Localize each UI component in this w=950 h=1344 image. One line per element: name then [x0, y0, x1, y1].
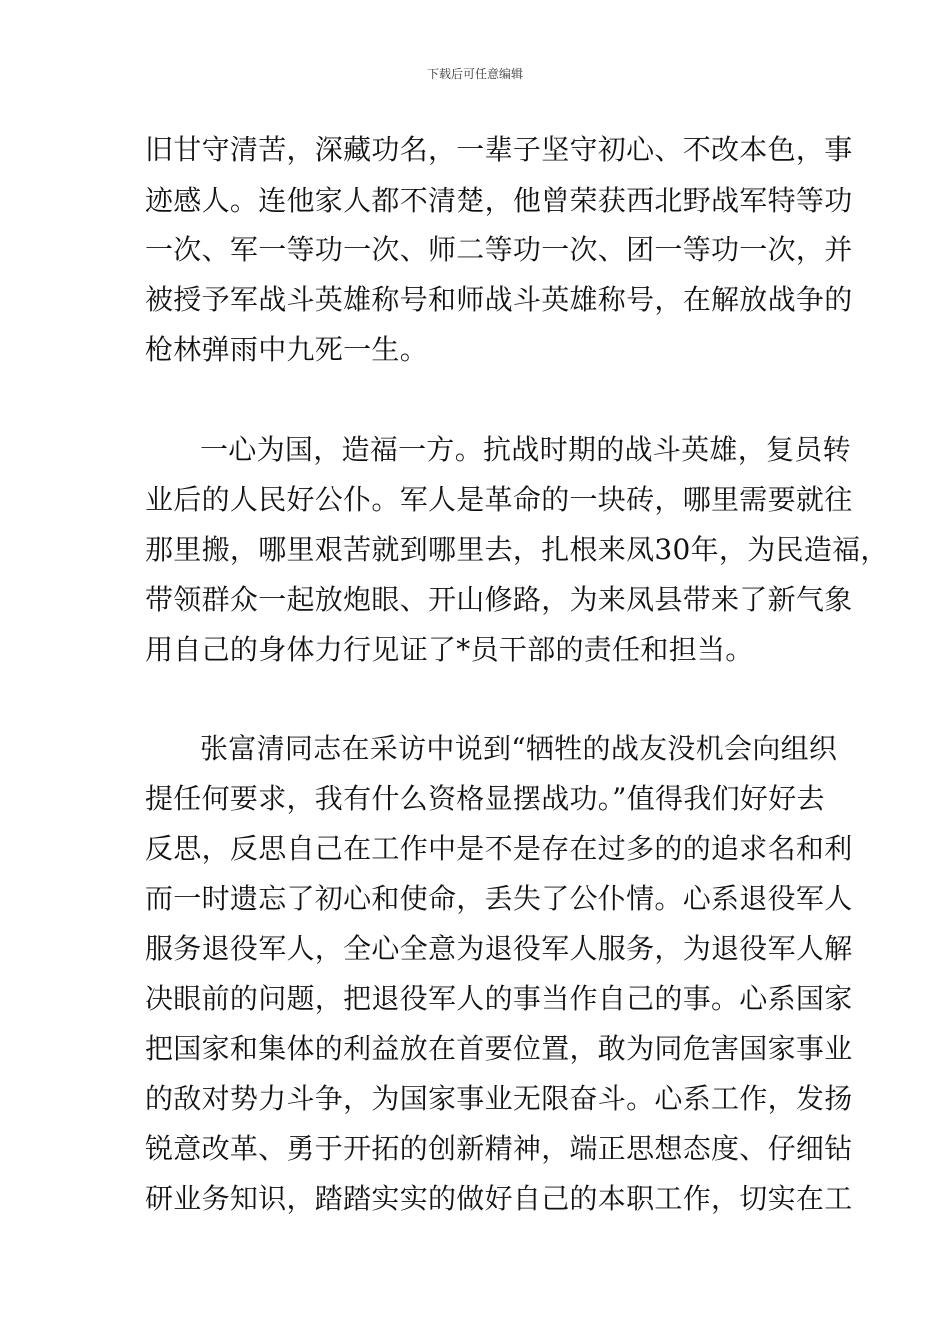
- paragraph-3-line-6: 决眼前的问题，把退役军人的事当作自己的事。心系国家: [145, 982, 853, 1015]
- paragraph-1-line-4: 被授予军战斗英雄称号和师战斗英雄称号，在解放战争的: [145, 283, 853, 316]
- page-header: 下载后可任意编辑: [426, 67, 523, 81]
- paragraph-3-line-5: 服务退役军人，全心全意为退役军人服务，为退役军人解: [145, 932, 853, 965]
- paragraph-3-line-1: 张富清同志在采访中说到“牺牲的战友没机会向组织: [200, 732, 838, 765]
- paragraph-3-line-8: 的敌对势力斗争，为国家事业无限奋斗。心系工作，发扬: [145, 1082, 853, 1115]
- paragraph-1-line-3: 一次、军一等功一次、师二等功一次、团一等功一次，并: [145, 233, 853, 266]
- paragraph-3-line-4: 而一时遗忘了初心和使命，丢失了公仆情。心系退役军人: [145, 882, 853, 915]
- paragraph-2-line-1: 一心为国，造福一方。抗战时期的战斗英雄，复员转: [200, 433, 851, 466]
- paragraph-1-line-1: 旧甘守清苦，深藏功名，一辈子坚守初心、不改本色，事: [145, 133, 853, 166]
- paragraph-1-line-5: 枪林弹雨中九死一生。: [145, 333, 429, 366]
- paragraph-3-line-3: 反思，反思自己在工作中是不是存在过多的的追求名和利: [145, 832, 853, 865]
- paragraph-2-line-5: 用自己的身体力行见证了*员干部的责任和担当。: [145, 633, 754, 666]
- paragraph-1-line-2: 迹感人。连他家人都不清楚，他曾荣获西北野战军特等功: [145, 184, 853, 217]
- paragraph-3-line-10: 研业务知识，踏踏实实的做好自己的本职工作，切实在工: [145, 1182, 853, 1215]
- paragraph-2-line-2: 业后的人民好公仆。军人是革命的一块砖，哪里需要就往: [145, 483, 853, 516]
- paragraph-3-line-7: 把国家和集体的利益放在首要位置，敢为同危害国家事业: [145, 1032, 853, 1065]
- paragraph-2-line-3: 那里搬，哪里艰苦就到哪里去，扎根来凤30年，为民造福，: [145, 533, 889, 566]
- paragraph-3-line-2: 提任何要求，我有什么资格显摆战功。”值得我们好好去: [145, 782, 825, 815]
- paragraph-2-line-4: 带领群众一起放炮眼、开山修路，为来凤县带来了新气象: [145, 583, 853, 616]
- paragraph-3-line-9: 锐意改革、勇于开拓的创新精神，端正思想态度、仔细钻: [145, 1132, 853, 1165]
